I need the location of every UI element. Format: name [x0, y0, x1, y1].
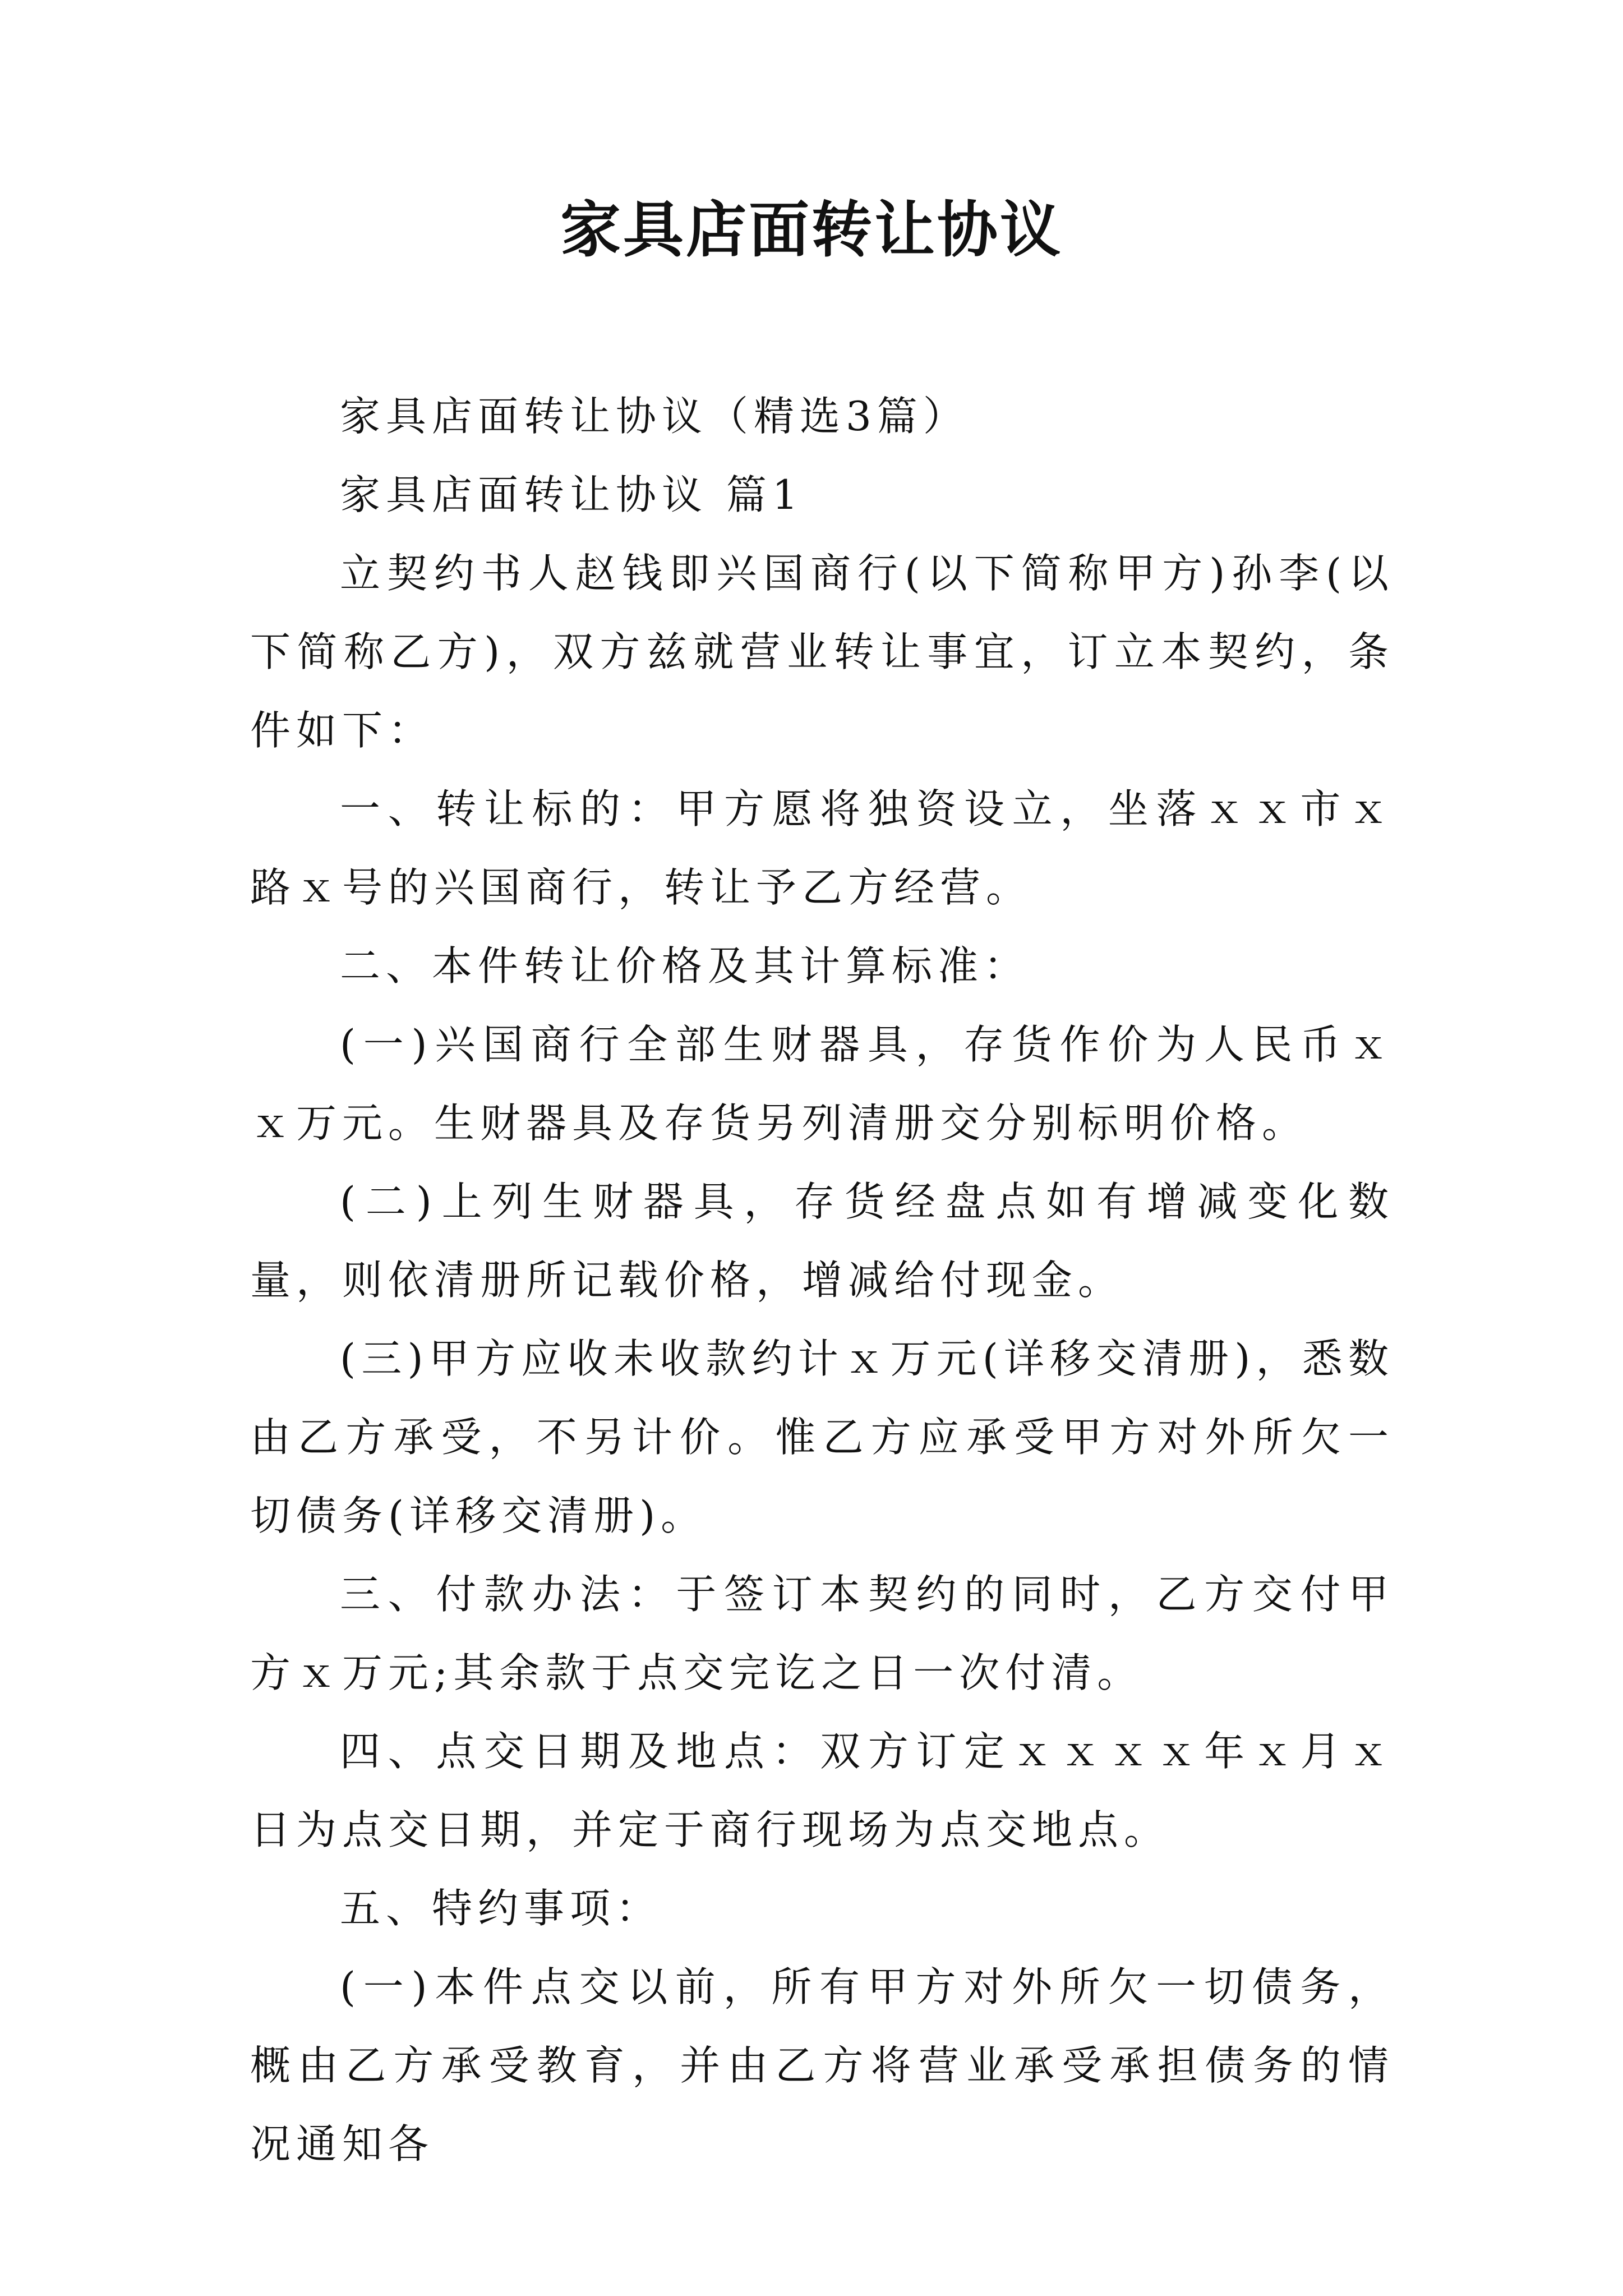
- paragraph-clause-5-1: (一)本件点交以前，所有甲方对外所欠一切债务，概由乙方承受教育，并由乙方将营业承受承担债务的情况通知各: [250, 1963, 1394, 2168]
- paragraph-subtitle: 家具店面转让协议（精选3篇）: [340, 393, 969, 440]
- document-title: 家具店面转让协议: [560, 195, 1063, 265]
- paragraph-clause-3: 三、付款办法：于签订本契约的同时，乙方交付甲方ｘ万元;其余款于点交完讫之日一次付清。: [250, 1571, 1394, 1696]
- paragraph-preamble: 立契约书人赵钱即兴国商行(以下简称甲方)孙李(以下简称乙方)，双方兹就营业转让事宜，订立本契约，条件如下：: [250, 550, 1394, 754]
- paragraph-clause-4: 四、点交日期及地点：双方订定ｘｘｘｘ年ｘ月ｘ日为点交日期，并定于商行现场为点交地点。: [250, 1728, 1394, 1853]
- paragraph-clause-2: 二、本件转让价格及其计算标准：: [340, 942, 1030, 990]
- paragraph-clause-1: 一、转让标的：甲方愿将独资设立，坐落ｘｘ市ｘ路ｘ号的兴国商行，转让予乙方经营。: [250, 785, 1394, 911]
- paragraph-clause-2-2: (二)上列生财器具，存货经盘点如有增减变化数量，则依清册所记载价格，增减给付现金。: [250, 1178, 1394, 1304]
- document-body: [250, 377, 1394, 2183]
- paragraph-clause-2-3: (三)甲方应收未收款约计ｘ万元(详移交清册)，悉数由乙方承受，不另计价。惟乙方应承受甲方对外所欠一切债务(详移交清册)。: [250, 1335, 1394, 1539]
- paragraph-clause-2-1: (一)兴国商行全部生财器具，存货作价为人民币ｘｘ万元。生财器具及存货另列清册交分别标明价格。: [250, 1021, 1394, 1147]
- paragraph-section-heading: 家具店面转让协议 篇1: [340, 471, 804, 518]
- paragraph-clause-5: 五、特约事项：: [340, 1885, 662, 1932]
